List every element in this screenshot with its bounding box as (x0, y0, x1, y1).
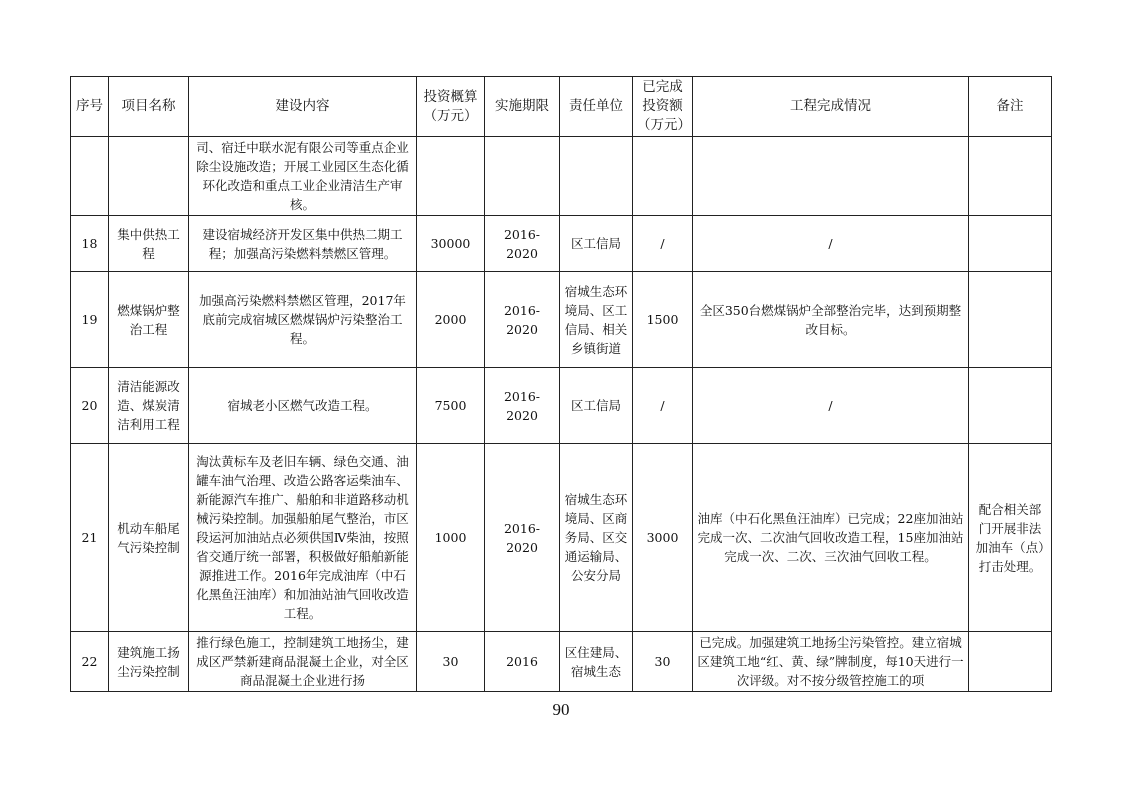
cell-period: 2016-2020 (485, 444, 560, 632)
cell-completed: 30 (633, 632, 693, 692)
cell-status: 已完成。加强建筑工地扬尘污染管控。建立宿城区建筑工地“红、黄、绿”牌制度，每10天进行一次评级。对不按分级管控施工的项 (693, 632, 969, 692)
header-name: 项目名称 (109, 77, 189, 137)
table-row (71, 632, 1052, 692)
cell-budget: 1000 (417, 444, 485, 632)
header-period: 实施期限 (485, 77, 560, 137)
cell-remark: 配合相关部门开展非法加油车（点）打击处理。 (969, 444, 1052, 632)
cell-period: 2016-2020 (485, 368, 560, 444)
cell-unit: 宿城生态环境局、区商务局、区交通运输局、公安分局 (560, 444, 633, 632)
header-content: 建设内容 (189, 77, 417, 137)
cell-status: 油库（中石化黑鱼汪油库）已完成；22座加油站完成一次、二次油气回收改造工程，15座加油站完成一次、二次、三次油气回收工程。 (693, 444, 969, 632)
header-remark: 备注 (969, 77, 1052, 137)
cell-budget: 30000 (417, 216, 485, 272)
cell-remark (969, 272, 1052, 368)
cell-name: 集中供热工程 (109, 216, 189, 272)
cell-name: 燃煤锅炉整治工程 (109, 272, 189, 368)
cell-remark (969, 216, 1052, 272)
header-unit: 责任单位 (560, 77, 633, 137)
cell-completed: 3000 (633, 444, 693, 632)
cell-completed (633, 137, 693, 216)
cell-period (485, 137, 560, 216)
cell-content: 建设宿城经济开发区集中供热二期工程；加强高污染燃料禁燃区管理。 (189, 216, 417, 272)
cell-no: 18 (71, 216, 109, 272)
cell-status: / (693, 216, 969, 272)
cell-name: 清洁能源改造、煤炭清洁利用工程 (109, 368, 189, 444)
cell-remark (969, 368, 1052, 444)
cell-content: 淘汰黄标车及老旧车辆、绿色交通、油罐车油气治理、改造公路客运柴油车、新能源汽车推广、船舶和非道路移动机械污染控制。加强船舶尾气整治，市区段运河加油站点必须供国Ⅳ柴油，按照省交通厅统一部署，积极做好船舶新能源推进工作。2016年完成油库（中石化黑鱼汪油库）和加油站油气回收改造工程。 (189, 444, 417, 632)
cell-period: 2016-2020 (485, 272, 560, 368)
cell-budget: 30 (417, 632, 485, 692)
page-number: 90 (552, 700, 570, 719)
table-row (71, 368, 1052, 444)
cell-name: 机动车船尾气污染控制 (109, 444, 189, 632)
cell-no: 19 (71, 272, 109, 368)
cell-content: 宿城老小区燃气改造工程。 (189, 368, 417, 444)
table-row (71, 444, 1052, 632)
table-row (71, 137, 1052, 216)
table-row (71, 216, 1052, 272)
cell-status: 全区350台燃煤锅炉全部整治完毕，达到预期整改目标。 (693, 272, 969, 368)
cell-no: 21 (71, 444, 109, 632)
header-row (71, 77, 1052, 137)
cell-no: 20 (71, 368, 109, 444)
header-completed: 已完成投资额（万元） (633, 77, 693, 137)
cell-unit: 区工信局 (560, 216, 633, 272)
cell-unit: 宿城生态环境局、区工信局、相关乡镇街道 (560, 272, 633, 368)
cell-no: 22 (71, 632, 109, 692)
cell-remark (969, 137, 1052, 216)
cell-completed: / (633, 216, 693, 272)
header-no: 序号 (71, 77, 109, 137)
cell-status: / (693, 368, 969, 444)
cell-no (71, 137, 109, 216)
cell-content: 司、宿迁中联水泥有限公司等重点企业除尘设施改造；开展工业园区生态化循环化改造和重点工业企业清洁生产审核。 (189, 137, 417, 216)
cell-unit (560, 137, 633, 216)
cell-completed: 1500 (633, 272, 693, 368)
cell-budget: 7500 (417, 368, 485, 444)
cell-unit: 区工信局 (560, 368, 633, 444)
cell-budget: 2000 (417, 272, 485, 368)
cell-unit: 区住建局、宿城生态 (560, 632, 633, 692)
cell-status (693, 137, 969, 216)
cell-period: 2016-2020 (485, 216, 560, 272)
header-budget: 投资概算（万元） (417, 77, 485, 137)
header-status: 工程完成情况 (693, 77, 969, 137)
table-row (71, 272, 1052, 368)
cell-content: 加强高污染燃料禁燃区管理，2017年底前完成宿城区燃煤锅炉污染整治工程。 (189, 272, 417, 368)
cell-name (109, 137, 189, 216)
cell-content: 推行绿色施工，控制建筑工地扬尘，建成区严禁新建商品混凝土企业，对全区商品混凝土企业进行扬 (189, 632, 417, 692)
project-table (70, 76, 1052, 692)
cell-name: 建筑施工扬尘污染控制 (109, 632, 189, 692)
cell-completed: / (633, 368, 693, 444)
cell-period: 2016 (485, 632, 560, 692)
cell-budget (417, 137, 485, 216)
cell-remark (969, 632, 1052, 692)
